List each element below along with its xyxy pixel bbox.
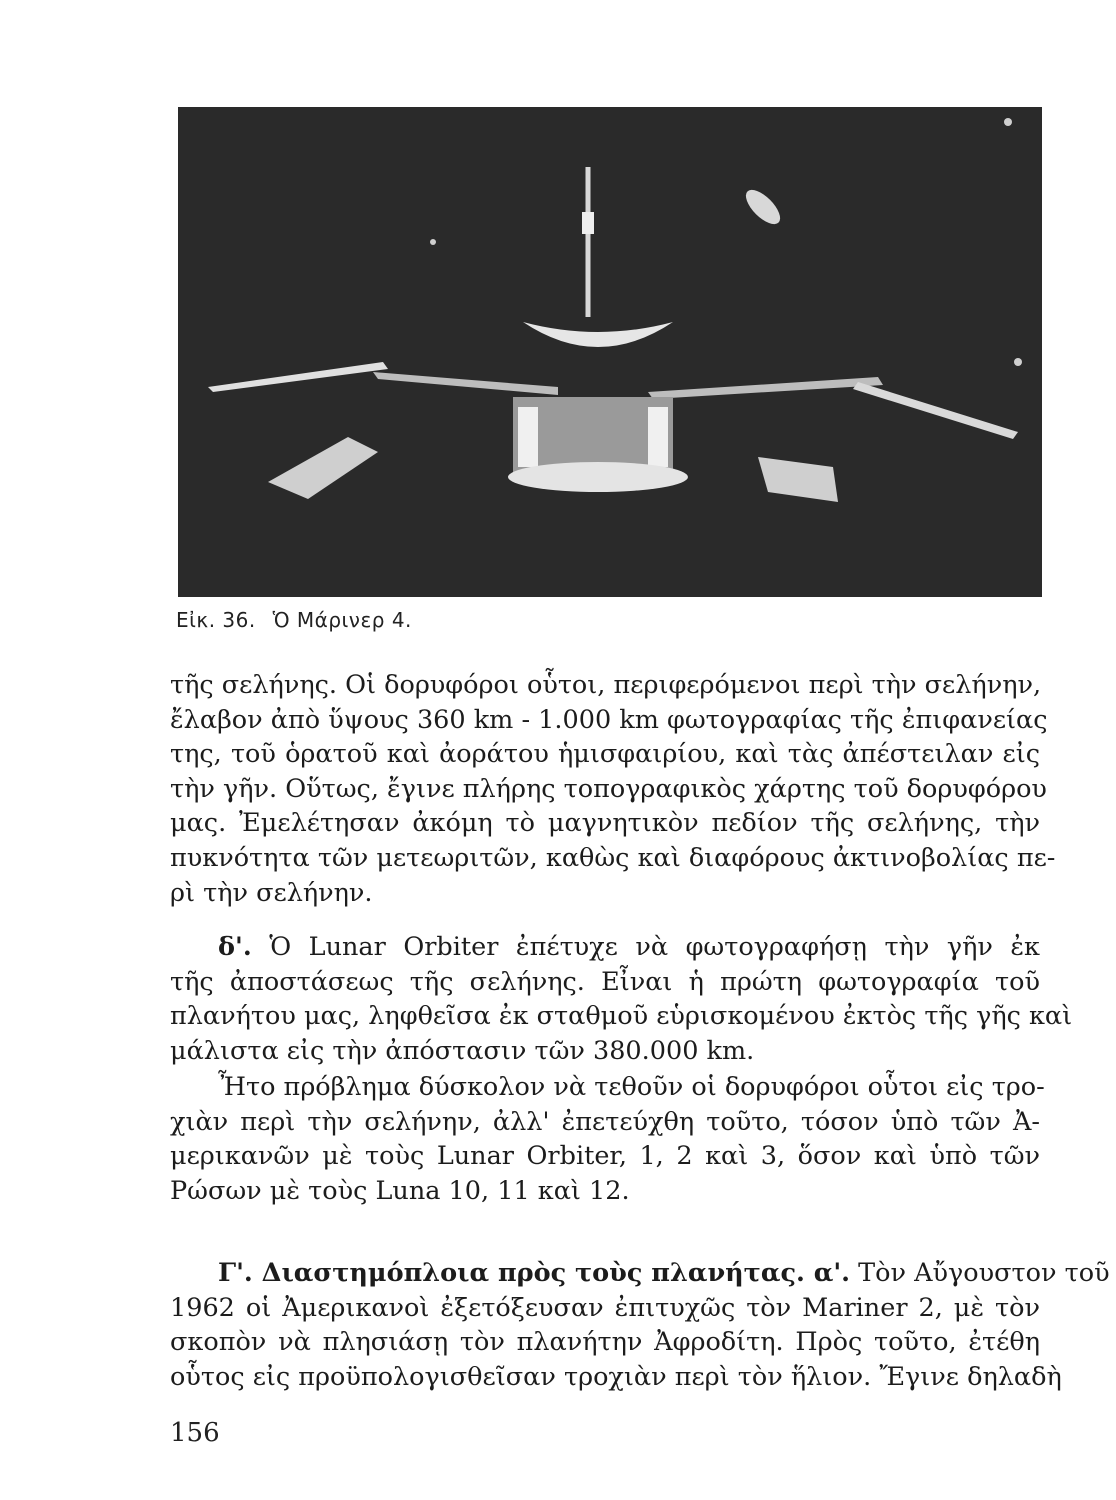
text-line: Ἦτο πρόβλημα δύσκολον νὰ τεθοῦν οἱ δορυφόροι οὗτοι εἰς τρο- (218, 1072, 1045, 1102)
caption-number: Εἰκ. 36. (176, 608, 256, 632)
text-line: πλανήτου μας, ληφθεῖσα ἐκ σταθμοῦ εὑρισκομένου ἐκτὸς τῆς γῆς καὶ (170, 1001, 1073, 1032)
text-line: τῆς σελήνης. Οἱ δορυφόροι οὗτοι, περιφερόμενοι περὶ τὴν σελήνην, (170, 670, 1042, 700)
text-line: χιὰν περὶ τὴν σελήνην, ἀλλ' ἐπετεύχθη τοῦτο, τόσον ὑπὸ τῶν Ἀ- (170, 1106, 1040, 1137)
text-line: οὗτος εἰς προϋπολογισθεῖσαν τροχιὰν περὶ τὸν ἥλιον. Ἔγινε δηλαδὴ (170, 1361, 1062, 1392)
paragraph-1 (170, 668, 1056, 910)
text-line: 1962 οἱ Ἀμερικανοὶ ἐξετόξευσαν ἐπιτυχῶς τὸν Mariner 2, μὲ τὸν (170, 1292, 1040, 1323)
text-line: τῆς ἀποστάσεως τῆς σελήνης. Εἶναι ἡ πρώτη φωτογραφία τοῦ (170, 966, 1040, 997)
paragraph-2 (170, 930, 1073, 1068)
text-line (170, 930, 1040, 965)
text-fragment: Ὁ Lunar Orbiter ἐπέτυχε νὰ φωτογραφήσῃ τὴν γῆν ἐκ (269, 932, 1040, 962)
section-heading: Γ'. Διαστημόπλοια πρὸς τοὺς πλανήτας. α'. (218, 1258, 851, 1288)
text-line: πυκνότητα τῶν μετεωριτῶν, καθὼς καὶ διαφόρους ἀκτινοβολίας πε- (170, 842, 1056, 873)
figure-caption (176, 608, 412, 632)
mariner-4-illustration (178, 107, 1042, 597)
text-line (170, 1256, 1110, 1291)
paragraph-3 (170, 1070, 1045, 1208)
page-number: 156 (170, 1418, 220, 1448)
text-line: ἔλαβον ἀπὸ ὕψους 360 km - 1.000 km φωτογραφίας τῆς ἐπιφανείας (170, 704, 1048, 735)
text-line: ρὶ τὴν σελήνην. (170, 877, 373, 908)
caption-text: Ὁ Μάρινερ 4. (272, 608, 412, 632)
text-line: Ρώσων μὲ τοὺς Luna 10, 11 καὶ 12. (170, 1175, 630, 1206)
text-line: μάλιστα εἰς τὴν ἀπόστασιν τῶν 380.000 km. (170, 1035, 755, 1066)
text-line: σκοπὸν νὰ πλησιάσῃ τὸν πλανήτην Ἀφροδίτη. Πρὸς τοῦτο, ἐτέθη (170, 1327, 1040, 1358)
text-line: μας. Ἐμελέτησαν ἀκόμη τὸ μαγνητικὸν πεδίον τῆς σελήνης, τὴν (170, 808, 1040, 839)
text-line: τὴν γῆν. Οὕτως, ἔγινε πλήρης τοπογραφικὸς χάρτης τοῦ δορυφόρου (170, 773, 1047, 804)
paragraph-4 (170, 1256, 1110, 1394)
section-label: δ'. (218, 932, 252, 962)
spacecraft-photo (178, 107, 1042, 597)
text-line: μερικανῶν μὲ τοὺς Lunar Orbiter, 1, 2 καὶ 3, ὅσον καὶ ὑπὸ τῶν (170, 1141, 1040, 1172)
text-fragment: Τὸν Αὔγουστον τοῦ (858, 1258, 1110, 1288)
text-line: της, τοῦ ὁρατοῦ καὶ ἀοράτου ἡμισφαιρίου, καὶ τὰς ἀπέστειλαν εἰς (170, 739, 1040, 770)
